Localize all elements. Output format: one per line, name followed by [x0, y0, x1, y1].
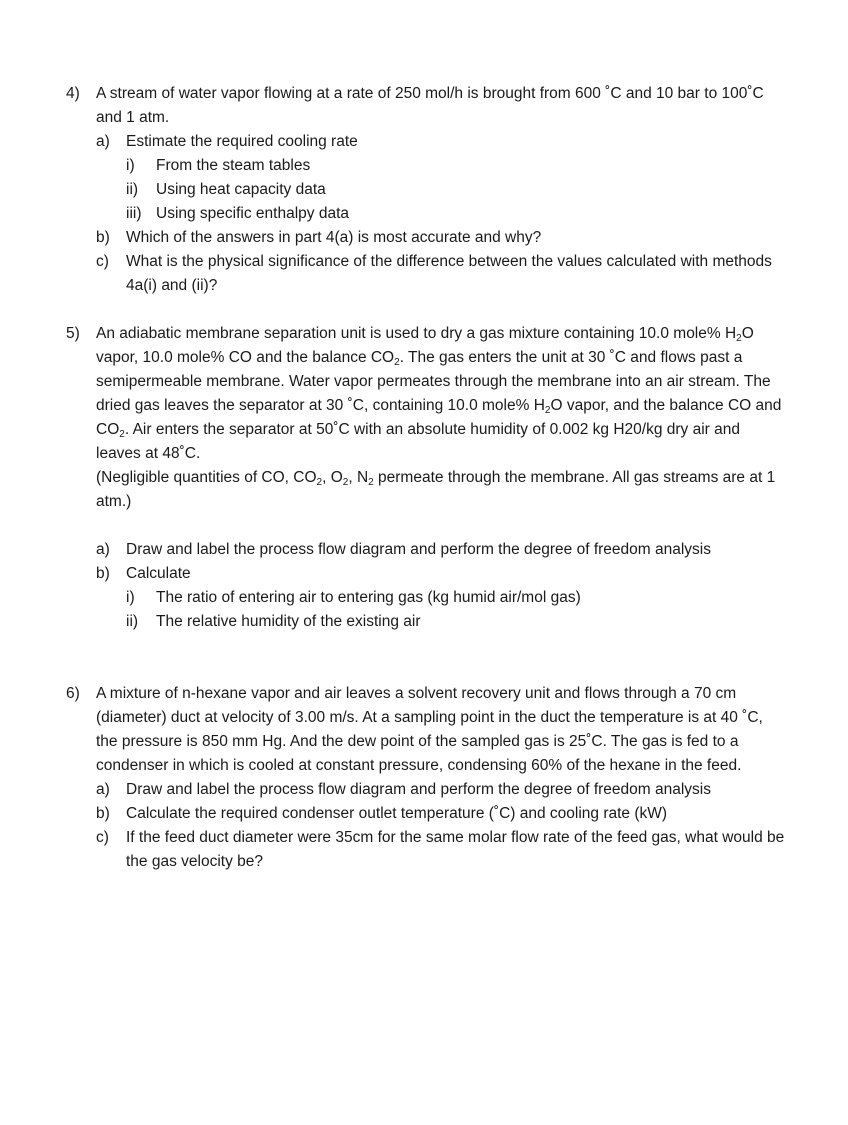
subquestion-list — [96, 778, 788, 874]
subquestion-text: Draw and label the process flow diagram and perform the degree of freedom analysis — [126, 541, 712, 558]
subquestion-label: c) — [96, 829, 109, 846]
question-text: A stream of water vapor flowing at a rate of 250 mol/h is brought from 600 ˚C and 10 bar to 100˚C and 1 atm. — [96, 85, 764, 126]
question-number: 6) — [66, 685, 80, 702]
roman-text: The relative humidity of the existing air — [156, 613, 421, 630]
subquestion-label: b) — [96, 229, 110, 246]
subquestion-a-iii — [96, 202, 788, 226]
subquestion-a-i — [96, 154, 788, 178]
subquestion-b — [96, 562, 788, 586]
subquestion-text: Estimate the required cooling rate — [126, 133, 358, 150]
subquestion-list — [96, 538, 788, 634]
subquestion-a — [96, 778, 788, 802]
subquestion-b — [96, 802, 788, 826]
subquestion-label: c) — [96, 253, 109, 270]
subquestion-label: a) — [96, 133, 110, 150]
roman-text: The ratio of entering air to entering gas (kg humid air/mol gas) — [156, 589, 581, 606]
subquestion-a-ii — [96, 178, 788, 202]
subquestion-label: a) — [96, 781, 110, 798]
question-text: A mixture of n-hexane vapor and air leaves a solvent recovery unit and flows through a 70 cm (diameter) duct at velocity of 3.00 m/s. At a sampling point in the duct the temperature is at 40 ˚C, the pressure is 850 mm Hg. And the dew point of the sampled gas is 25˚C. The gas is fed to a condenser in which is cooled at constant pressure, condensing 60% of the hexane in the feed. — [96, 685, 763, 774]
roman-text: Using specific enthalpy data — [156, 205, 350, 222]
subquestion-c — [96, 250, 788, 298]
question-note: (Negligible quantities of CO, $CO_2$, $O_2$, $N_2$ permeate through the membrane. All gas streams are at 1 atm.) — [96, 469, 776, 510]
document-page — [0, 82, 848, 874]
subquestion-text: Which of the answers in part 4(a) is most accurate and why? — [126, 229, 542, 246]
subquestion-b-i — [96, 586, 788, 610]
roman-text: Using heat capacity data — [156, 181, 326, 198]
roman-label: iii) — [126, 205, 142, 222]
roman-text: From the steam tables — [156, 157, 311, 174]
subquestion-text: Draw and label the process flow diagram and perform the degree of freedom analysis — [126, 781, 712, 798]
question-5 — [0, 322, 848, 634]
roman-label: ii) — [126, 613, 139, 630]
subquestion-text: Calculate the required condenser outlet temperature (˚C) and cooling rate (kW) — [126, 805, 668, 822]
subquestion-a — [96, 130, 788, 154]
subquestion-label: b) — [96, 565, 110, 582]
question-number: 4) — [66, 85, 80, 102]
subquestion-text: If the feed duct diameter were 35cm for the same molar flow rate of the feed gas, what would be the gas velocity be? — [126, 829, 785, 870]
subquestion-b-ii — [96, 610, 788, 634]
subquestion-b — [96, 226, 788, 250]
subquestion-label: a) — [96, 541, 110, 558]
roman-label: i) — [126, 589, 135, 606]
question-text: An adiabatic membrane separation unit is used to dry a gas mixture containing 10.0 mole% $H_2O$ vapor, 10.0 mole% CO and the balance $CO_2$. The gas enters the unit at 30 ˚C and flows past a semipermeable membrane. Water vapor permeates through the membrane into an air stream. The dried gas leaves the separator at 30 ˚C, containing 10.0 mole% $H_2O$ vapor, and the balance CO and $CO_2$. Air enters the separator at 50˚C with an absolute humidity of 0.002 kg H20/kg dry air and leaves at 48˚C. (Negligible quantities of CO, $CO_2$, $O_2$, $N_2$ permeate through the membrane. All gas streams are at 1 atm.) — [96, 322, 788, 514]
subquestion-a — [96, 538, 788, 562]
subquestion-label: b) — [96, 805, 110, 822]
subquestion-text: What is the physical significance of the difference between the values calculated with methods 4a(i) and (ii)? — [126, 253, 772, 294]
subquestion-text: Calculate — [126, 565, 191, 582]
question-number: 5) — [66, 325, 80, 342]
roman-label: i) — [126, 157, 135, 174]
subquestion-list — [96, 130, 788, 298]
question-4 — [0, 82, 848, 298]
question-6 — [0, 682, 848, 874]
roman-label: ii) — [126, 181, 139, 198]
subquestion-c — [96, 826, 788, 874]
